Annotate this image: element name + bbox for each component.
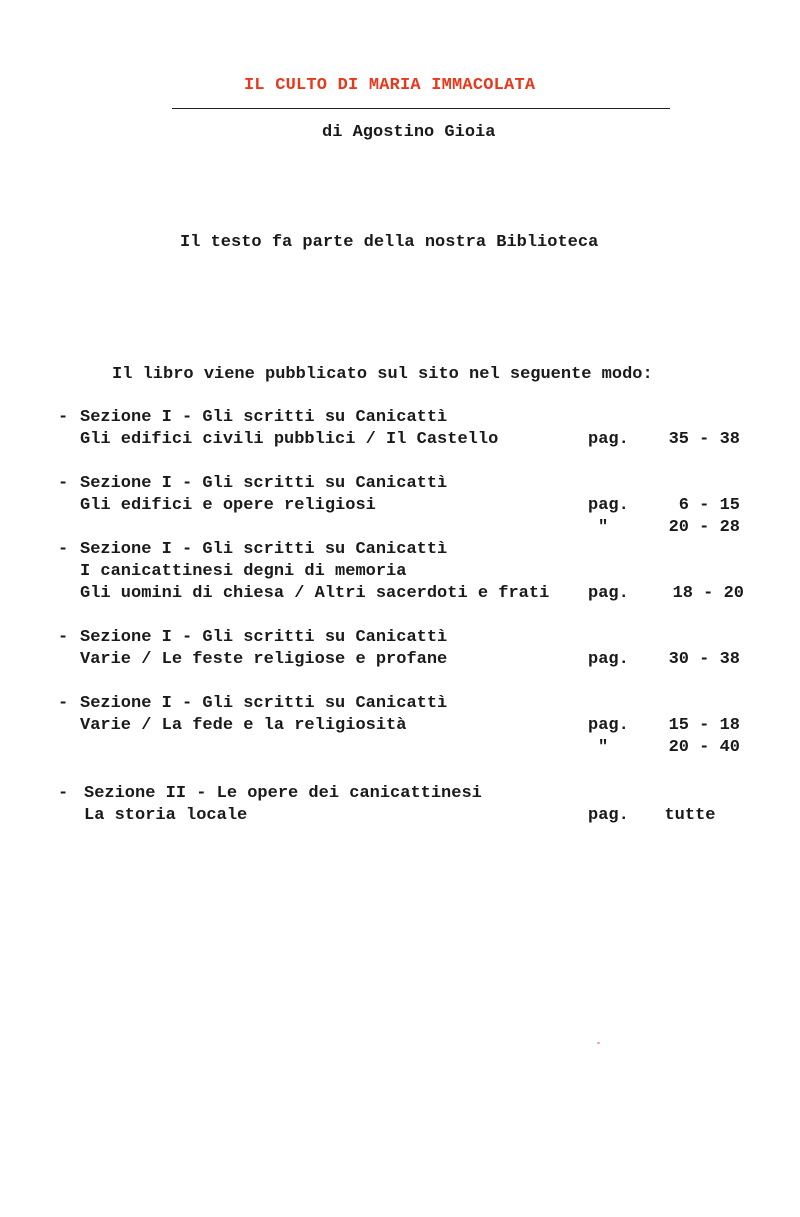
entry-section-heading: Sezione I - Gli scritti su Canicattì [80,408,448,427]
scan-speck [597,1042,600,1044]
entry-dash: - [58,784,69,803]
page-label: pag. [588,430,629,449]
page-range: 15 - 18 [668,716,740,735]
entry-subtitle: La storia locale [84,806,248,825]
document-title: IL CULTO DI MARIA IMMACOLATA [244,76,536,95]
page-range: 18 - 20 [672,584,744,603]
entry-subtitle: Varie / La fede e la religiosità [80,716,407,735]
entry-section-heading: Sezione I - Gli scritti su Canicattì [80,628,448,647]
entry-dash: - [58,694,69,713]
publish-note: Il libro viene pubblicato sul sito nel seguente modo: [112,365,653,384]
page-range: 30 - 38 [668,650,740,669]
entry-dash: - [58,628,69,647]
page-range: tutte [664,806,716,825]
page-label: pag. [588,716,629,735]
author-line: di Agostino Gioia [322,123,496,142]
page-label: pag. [588,806,629,825]
entry-section-heading: Sezione I - Gli scritti su Canicattì [80,540,448,559]
ditto-mark: " [598,518,609,537]
entry-section-heading: Sezione II - Le opere dei canicattinesi [84,784,482,803]
intro-text: Il testo fa parte della nostra Biblioteca [180,233,599,252]
entry-subtitle: Gli edifici civili pubblici / Il Castello [80,430,499,449]
page-label: pag. [588,650,629,669]
title-underline [172,108,670,109]
page-range: 20 - 28 [668,518,740,537]
entry-subtitle: Varie / Le feste religiose e profane [80,650,448,669]
page-range: 20 - 40 [668,738,740,757]
entry-subtitle: Gli edifici e opere religiosi [80,496,376,515]
page-label: pag. [588,584,629,603]
entry-section-heading: Sezione I - Gli scritti su Canicattì [80,474,448,493]
entry-dash: - [58,408,69,427]
page-range: 6 - 15 [678,496,740,515]
page-label: pag. [588,496,629,515]
page-range: 35 - 38 [668,430,740,449]
entry-subtitle: I canicattinesi degni di memoria [80,562,407,581]
entry-section-heading: Sezione I - Gli scritti su Canicattì [80,694,448,713]
ditto-mark: " [598,738,609,757]
entry-dash: - [58,540,69,559]
entry-dash: - [58,474,69,493]
entry-subtitle: Gli uomini di chiesa / Altri sacerdoti e frati [80,584,550,603]
